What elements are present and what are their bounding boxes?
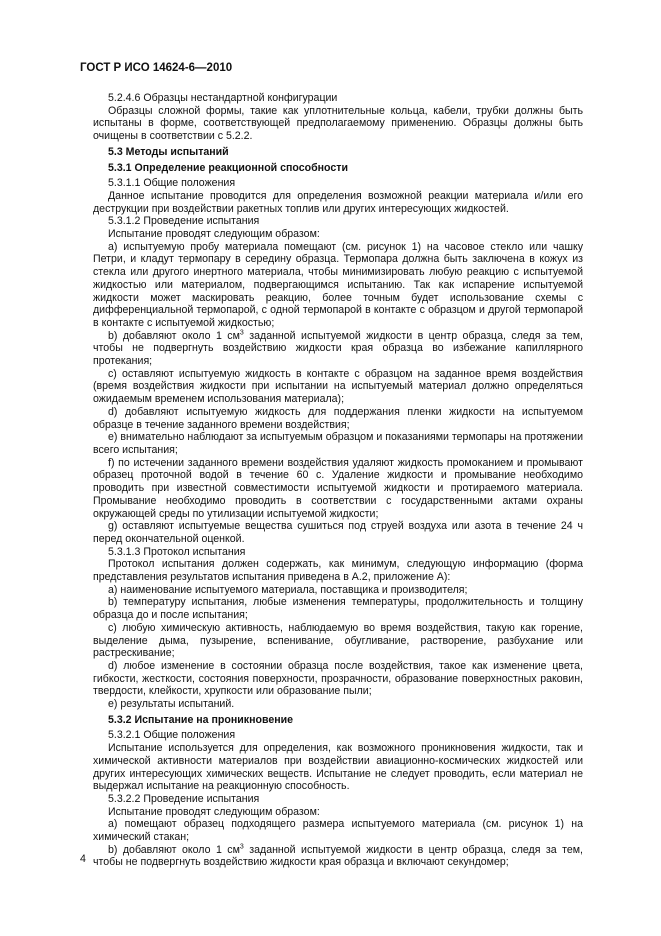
list-item-head: b) добавляют около 1 см	[108, 329, 240, 342]
document-header: ГОСТ Р ИСО 14624-6—2010	[80, 62, 233, 74]
paragraph: Испытание используется для определения, как возможного проникновения жидкости, так и химической активности материалов при воздействии авиационно-космических жидкостей или других интересующих химических веществ. Испытание не следует проводить, если материал не выдержал испытание на реакционную способность.	[93, 742, 583, 793]
clause-5-3-1-3-title: 5.3.1.3 Протокол испытания	[108, 545, 246, 558]
clause-5-3-2-2-title: 5.3.2.2 Проведение испытания	[108, 792, 260, 805]
section-5-3-2-title: 5.3.2 Испытание на проникновение	[108, 713, 294, 726]
page-number: 4	[80, 853, 86, 865]
list-item: b) температуру испытания, любые изменения температуры, продолжительность и толщину образца до и после испытания;	[93, 596, 583, 622]
clause-5-3-2-1-title: 5.3.2.1 Общие положения	[108, 729, 236, 742]
list-item: e) результаты испытаний.	[108, 698, 235, 711]
list-item: a) наименование испытуемого материала, поставщика и производителя;	[108, 583, 468, 596]
paragraph: Данное испытание проводится для определения возможной реакции материала и/или его деструкции при воздействии ракетных топлив или других интересующих жидкостей.	[93, 189, 583, 215]
paragraph: Протокол испытания должен содержать, как минимум, следующую информацию (форма представления результатов испытания приведена в А.2, приложение А):	[93, 558, 583, 584]
paragraph: Образцы сложной формы, такие как уплотнительные кольца, кабели, трубки должны быть испытаны в форме, соответствующей предполагаемому применению. Образцы должны быть очищены в соответствии с 5.2.2.	[93, 104, 583, 143]
superscript: 3	[239, 843, 244, 851]
list-item: g) оставляют испытуемые вещества сушиться под струей воздуха или азота в течение 24 ч перед окончательной оценкой.	[93, 520, 583, 545]
section-5-3-1-title: 5.3.1 Определение реакционной способности	[108, 161, 348, 174]
paragraph: Испытание проводят следующим образом:	[108, 228, 320, 241]
list-item: f) по истечении заданного времени воздействия удаляют жидкость промоканием и промывают образец проточной водой в течение 60 с. Удаление жидкости и промывание необходимо проводить при известной совместимости испытуемой жидкости и протираемого материала. Промывание необходимо проводить в соответствии с государственными актами охраны окружающей среды по утилизации испытуемой жидкости;	[93, 456, 583, 520]
list-item: c) оставляют испытуемую жидкость в контакте с образцом на заданное время воздействия (время воздействия жидкости при испытании на испытуемый материал должно определяться ожидаемым временем использования материала);	[93, 367, 583, 406]
list-item: d) добавляют испытуемую жидкость для поддержания пленки жидкости на испытуемом образце в течение заданного времени воздействия;	[93, 405, 583, 431]
clause-5-2-4-6-title: 5.2.4.6 Образцы нестандартной конфигурации	[108, 92, 338, 104]
section-5-3-title: 5.3 Методы испытаний	[108, 145, 229, 158]
list-item-tail: заданной испытуемой жидкости в центр образца, следя за тем, чтобы не подвергнуть воздействию жидкости края образца и включают секундомер;	[93, 843, 583, 869]
document-body	[93, 92, 583, 869]
clause-5-3-1-2-title: 5.3.1.2 Проведение испытания	[108, 215, 260, 228]
paragraph: Испытание проводят следующим образом:	[108, 805, 320, 818]
clause-5-3-1-1-title: 5.3.1.1 Общие положения	[108, 177, 236, 190]
superscript: 3	[239, 329, 244, 337]
list-item: a) помещают образец подходящего размера испытуемого материала (см. рисунок 1) на химический стакан;	[93, 818, 583, 844]
list-item: e) внимательно наблюдают за испытуемым образцом и показаниями термопары на протяжении всего испытания;	[93, 431, 583, 456]
list-item-head: b) добавляют около 1 см	[108, 843, 240, 856]
list-item: a) испытуемую пробу материала помещают (см. рисунок 1) на часовое стекло или чашку Петри, и кладут термопару в середину образца. Термопара должна быть заключена в кожух из стекла или другого инертного материала, чтобы минимизировать любую реакцию с испытуемой жидкостью или материалом, подвергающимся испытанию. Так как испарение испытуемой жидкости может маскировать реакцию, более точным будет использование схемы с дифференциальной термопарой, с одной термопарой в контакте с образцом и другой термопарой в контакте с испытуемой жидкостью;	[93, 240, 583, 329]
list-item	[93, 844, 583, 869]
list-item: c) любую химическую активность, наблюдаемую во время воздействия, такую как горение, выделение дыма, пузырение, вспенивание, обугливание, растворение, разбухание или растрескивание;	[93, 621, 583, 660]
list-item	[93, 330, 583, 368]
list-item-tail: заданной испытуемой жидкости в центр образца, следя за тем, чтобы не подвергнуть воздействию жидкости края образца во избежание капиллярного протекания;	[93, 329, 583, 368]
list-item: d) любое изменение в состоянии образца после воздействия, такое как изменение цвета, гибкости, жесткости, состояния поверхности, прозрачности, образование поверхностных раковин, твердости, клейкости, хрупкости или образование пыли;	[93, 659, 583, 698]
